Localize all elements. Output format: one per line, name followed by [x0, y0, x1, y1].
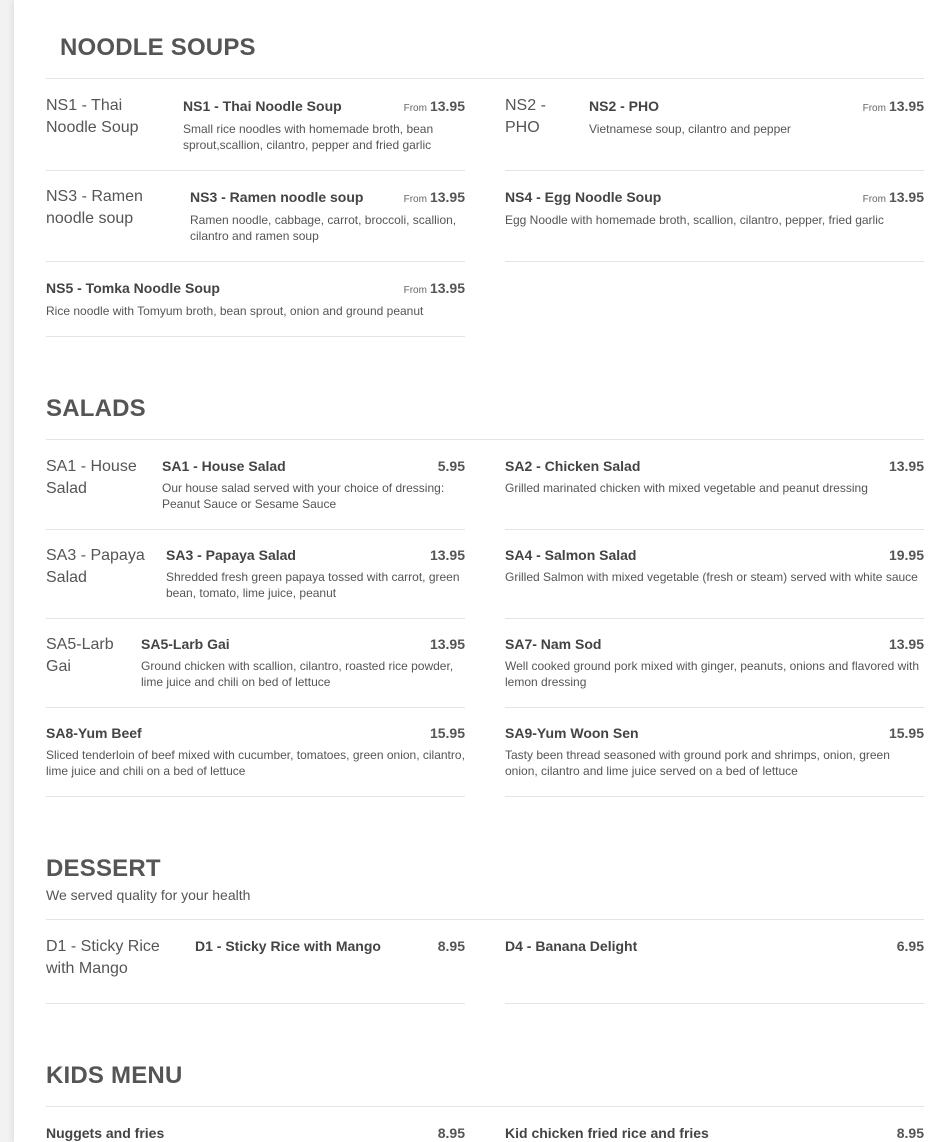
- section-divider: [46, 439, 924, 440]
- section-divider: [46, 78, 924, 79]
- item-name: NS1 - Thai Noodle Soup: [183, 98, 342, 114]
- item-description: Grilled marinated chicken with mixed vegetable and peanut dressing: [505, 481, 868, 495]
- section-title: KIDS MENU: [46, 1062, 183, 1089]
- item-price: From 13.95: [403, 189, 465, 205]
- item-price: 15.95: [429, 725, 465, 741]
- item-image: NS1 - Thai Noodle Soup: [46, 97, 139, 136]
- item-name: D4 - Banana Delight: [505, 938, 638, 954]
- item-price: From 13.95: [403, 98, 465, 114]
- item-divider: [505, 529, 924, 530]
- item-price: 13.95: [888, 458, 924, 474]
- item-divider: [505, 170, 924, 171]
- section-title: DESSERT: [46, 855, 161, 882]
- item-description: Well cooked ground pork mixed with ginger, peanuts, onions and flavored with lemon dressing: [505, 659, 920, 689]
- item-image: D1 - Sticky Rice with Mango: [46, 938, 160, 977]
- item-price: 8.95: [896, 1125, 924, 1141]
- item-description: Grilled Salmon with mixed vegetable (fresh or steam) served with white sauce: [505, 570, 918, 584]
- item-name: SA4 - Salmon Salad: [505, 547, 637, 563]
- menu-item-d4[interactable]: [505, 936, 924, 1004]
- item-name: Kid chicken fried rice and fries: [505, 1125, 709, 1141]
- menu-item-ns4[interactable]: [505, 186, 924, 262]
- item-price: 13.95: [888, 636, 924, 652]
- menu-item-sa4[interactable]: [505, 545, 924, 619]
- item-image: SA1 - House Salad: [46, 458, 137, 497]
- section-title: SALADS: [46, 395, 146, 422]
- item-divider: [46, 336, 465, 337]
- menu-item-sa3[interactable]: [46, 545, 465, 619]
- section-title: NOODLE SOUPS: [60, 34, 256, 61]
- item-description: Ground chicken with scallion, cilantro, roasted rice powder, lime juice and chili on bed of lettuce: [141, 659, 454, 689]
- menu-item-sa1[interactable]: [46, 456, 465, 530]
- item-price: 8.95: [437, 1125, 465, 1141]
- item-image: SA3 - Papaya Salad: [46, 547, 145, 586]
- item-price: From 13.95: [862, 98, 924, 114]
- menu-item-sa8[interactable]: [46, 723, 465, 797]
- menu-panel: [14, 0, 950, 1142]
- item-description: Rice noodle with Tomyum broth, bean sprout, onion and ground peanut: [46, 304, 424, 318]
- item-name: NS5 - Tomka Noodle Soup: [46, 280, 220, 296]
- item-price: 6.95: [896, 938, 924, 954]
- item-price: From 13.95: [403, 280, 465, 296]
- menu-item-ns2[interactable]: [505, 95, 924, 171]
- item-description: Our house salad served with your choice of dressing: Peanut Sauce or Sesame Sauce: [162, 481, 445, 511]
- item-price: 13.95: [429, 547, 465, 563]
- section-kids-menu: [46, 1062, 924, 1090]
- item-divider: [46, 1003, 465, 1004]
- item-divider: [46, 170, 465, 171]
- item-description: Small rice noodles with homemade broth, bean sprout,scallion, cilantro, pepper and fried garlic: [183, 122, 434, 152]
- menu-item-ns5[interactable]: [46, 277, 465, 337]
- item-price: 5.95: [437, 458, 465, 474]
- item-divider: [46, 529, 465, 530]
- item-name: NS2 - PHO: [589, 98, 660, 114]
- item-description: Egg Noodle with homemade broth, scallion, cilantro, pepper, fried garlic: [505, 213, 884, 227]
- menu-item-sa9[interactable]: [505, 723, 924, 797]
- item-name: NS4 - Egg Noodle Soup: [505, 189, 662, 205]
- item-divider: [505, 1003, 924, 1004]
- item-divider: [46, 707, 465, 708]
- menu-item-sa7[interactable]: [505, 634, 924, 708]
- item-name: SA2 - Chicken Salad: [505, 458, 641, 474]
- item-price: From 13.95: [862, 189, 924, 205]
- menu-item-d1[interactable]: [46, 936, 465, 1004]
- item-description: Shredded fresh green papaya tossed with carrot, green bean, tomato, lime juice, peanut: [166, 570, 460, 600]
- item-name: SA9-Yum Woon Sen: [505, 725, 639, 741]
- item-price: 15.95: [888, 725, 924, 741]
- item-price: 8.95: [437, 938, 465, 954]
- item-description: Vietnamese soup, cilantro and pepper: [589, 122, 791, 136]
- section-divider: [46, 1106, 924, 1107]
- item-price: 19.95: [888, 547, 924, 563]
- menu-item-kids-fried-rice[interactable]: [505, 1123, 924, 1142]
- item-divider: [505, 796, 924, 797]
- menu-item-ns3[interactable]: [46, 186, 465, 262]
- menu-item-sa2[interactable]: [505, 456, 924, 530]
- item-name: SA8-Yum Beef: [46, 725, 142, 741]
- item-name: D1 - Sticky Rice with Mango: [195, 938, 381, 954]
- section-divider: [46, 919, 924, 920]
- item-price: 13.95: [429, 636, 465, 652]
- item-name: SA7- Nam Sod: [505, 636, 602, 652]
- item-description: Sliced tenderloin of beef mixed with cucumber, tomatoes, green onion, cilantro, lime juice and chili on a bed of lettuce: [46, 748, 465, 778]
- menu-item-kids-nuggets[interactable]: [46, 1123, 465, 1142]
- section-dessert: [46, 855, 924, 903]
- section-noodle-soups: [60, 34, 938, 62]
- item-name: Nuggets and fries: [46, 1125, 165, 1141]
- menu-item-sa5[interactable]: [46, 634, 465, 708]
- item-image: NS3 - Ramen noodle soup: [46, 188, 143, 227]
- item-description: Tasty been thread seasoned with ground pork and shrimps, onion, green onion, cilantro and lime juice served on a bed of lettuce: [505, 748, 890, 778]
- item-image: SA5-Larb Gai: [46, 636, 114, 675]
- item-name: SA3 - Papaya Salad: [166, 547, 296, 563]
- item-divider: [46, 618, 465, 619]
- item-divider: [46, 796, 465, 797]
- item-divider: [505, 707, 924, 708]
- item-divider: [505, 618, 924, 619]
- item-divider: [46, 261, 465, 262]
- menu-item-ns1[interactable]: [46, 95, 465, 171]
- section-salads: [46, 395, 924, 423]
- item-name: SA1 - House Salad: [162, 458, 286, 474]
- item-divider: [505, 261, 924, 262]
- item-name: SA5-Larb Gai: [141, 636, 230, 652]
- item-description: Ramen noodle, cabbage, carrot, broccoli, scallion, cilantro and ramen soup: [190, 213, 457, 243]
- item-image: NS2 - PHO: [505, 97, 546, 136]
- section-subtitle: We served quality for your health: [46, 886, 251, 903]
- item-name: NS3 - Ramen noodle soup: [190, 189, 364, 205]
